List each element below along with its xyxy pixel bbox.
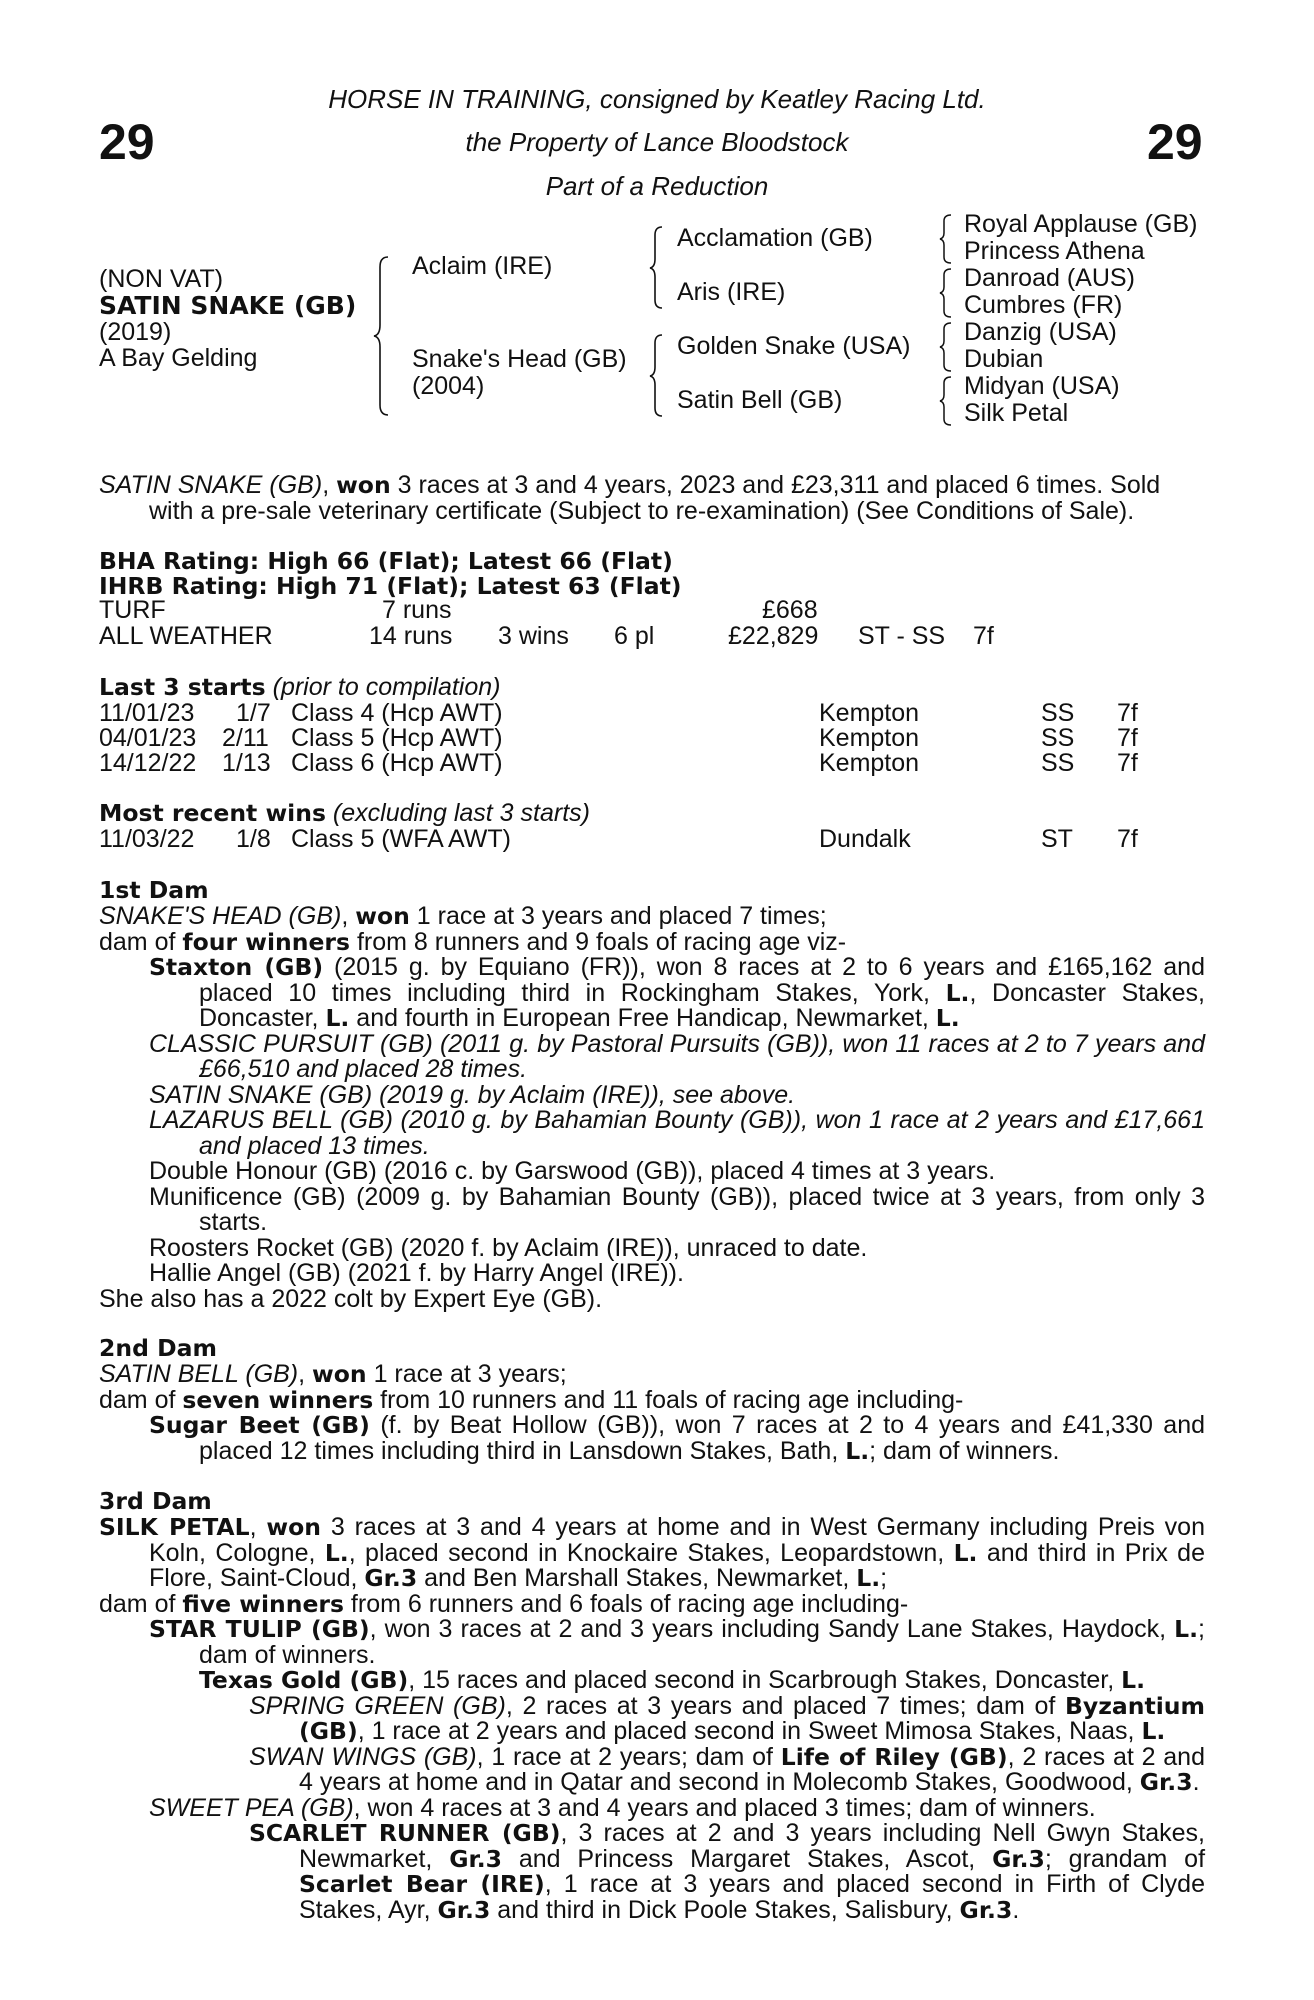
brace-g3 — [938, 321, 954, 373]
progeny-staxton: Staxton (GB) (2015 g. by Equiano (FR)), won 8 races at 2 to 6 years and £165,162 and placed 10 times including third in Rockingham Stakes, York, L., Doncaster Stakes, Doncaster, L. and fourth in European Free Handicap, Newmarket, L. — [149, 953, 1206, 1032]
progeny-spring-green: SPRING GREEN (GB), 2 races at 3 years and placed 7 times; dam of Byzantium (GB), 1 race at 2 years and placed second in Sweet Mimosa Stakes, Naas, L. — [249, 1691, 1205, 1745]
horse-description: A Bay Gelding — [99, 344, 258, 372]
ancestor-6: Dubian — [964, 345, 1044, 373]
ihrb-rating: IHRB Rating: High 71 (Flat); Latest 63 (Flat) — [99, 572, 682, 600]
brace-dam — [648, 333, 666, 418]
brace-g2 — [938, 267, 954, 319]
second-dam-heading: 2nd Dam — [99, 1334, 217, 1362]
third-dam-heading: 3rd Dam — [99, 1487, 212, 1515]
progeny-swan-wings: SWAN WINGS (GB), 1 race at 2 years; dam of Life of Riley (GB), 2 races at 2 and 4 years at home and in Qatar and second in Molecomb Stakes, Goodwood, Gr.3. — [249, 1742, 1205, 1796]
progeny-texas-gold: Texas Gold (GB), 15 races and placed second in Scarbrough Stakes, Doncaster, L. — [199, 1666, 1146, 1694]
race-summary: SATIN SNAKE (GB), won 3 races at 3 and 4 years, 2023 and £23,311 and placed 6 times. Sold with a pre-sale veterinary certificate (Subject to re-examination) (See Conditions of Sale). — [99, 471, 1161, 525]
ancestor-2: Princess Athena — [964, 237, 1145, 265]
progeny-hallie-angel: Hallie Angel (GB) (2021 f. by Harry Angel (IRE)). — [149, 1259, 684, 1287]
brace-sire — [648, 225, 666, 310]
brace-g1 — [938, 213, 954, 265]
horse-name: SATIN SNAKE (GB) — [99, 291, 357, 320]
ancestor-7: Midyan (USA) — [964, 372, 1120, 400]
dam: Snake's Head (GB) — [412, 345, 627, 373]
sire-sire: Acclamation (GB) — [677, 224, 873, 252]
dam-sire: Golden Snake (USA) — [677, 332, 911, 360]
third-dam-section: SILK PETAL, won 3 races at 3 and 4 years at home and in West Germany including Preis von Koln, Cologne, L., placed second in Knockaire Stakes, Leopardstown, L. and third in Prix de Flore, Saint-Cloud, Gr.3 and Ben Marshall Stakes, Newmarket, L.; dam of five winners from 6 runners and 6 foals of racing age including- STAR TULIP (GB), won 3 races at 2 and 3 years including Sandy Lane Stakes, Haydock, L.; dam of winners. Texas Gold (GB), 15 races and placed second in Scarbrough Stakes, Doncaster, L. SPRING GREEN (GB), 2 races at 3 years and placed 7 times; dam of Byzantium (GB), 1 race at 2 years and placed second in Sweet Mimosa Stakes, Naas, L. SWAN WINGS (GB), 1 race at 2 years; dam of Life of Riley (GB), 2 races at 2 and 4 years at home and in Qatar and second in Molecomb Stakes, Goodwood, Gr.3. SWEET PEA (GB), won 4 races at 3 and 4 years and placed 3 times; dam of winners. SCARLET RUNNER (GB), 3 races at 2 and 3 years including Nell Gwyn Stakes, Newmarket, Gr.3 and Princess Margaret Stakes, Ascot, Gr.3; grandam of Scarlet Bear (IRE), 1 race at 3 years and placed second in Firth of Clyde Stakes, Ayr, Gr.3 and third in Dick Poole Stakes, Salisbury, Gr.3. — [99, 1513, 1206, 1924]
first-dam-section: SNAKE'S HEAD (GB), won 1 race at 3 years and placed 7 times; dam of four winners from 8 runners and 9 foals of racing age viz- Staxton (GB) (2015 g. by Equiano (FR)), won 8 races at 2 to 6 years and £165,162 and placed 10 times including third in Rockingham Stakes, York, L., Doncaster Stakes, Doncaster, L. and fourth in European Free Handicap, Newmarket, L. CLASSIC PURSUIT (GB) (2011 g. by Pastoral Pursuits (GB)), won 11 races at 2 to 7 years and £66,510 and placed 28 times. SATIN SNAKE (GB) (2019 g. by Aclaim (IRE)), see above. LAZARUS BELL (GB) (2010 g. by Bahamian Bounty (GB)), won 1 race at 2 years and £17,661 and placed 13 times. Double Honour (GB) (2016 c. by Garswood (GB)), placed 4 times at 3 years. Munificence (GB) (2009 g. by Bahamian Bounty (GB)), placed twice at 3 years, from only 3 starts. Roosters Rocket (GB) (2020 f. by Aclaim (IRE)), unraced to date. Hallie Angel (GB) (2021 f. by Harry Angel (IRE)). She also has a 2022 colt by Expert Eye (GB). — [99, 902, 1206, 1313]
progeny-roosters-rocket: Roosters Rocket (GB) (2020 f. by Aclaim (IRE)), unraced to date. — [149, 1233, 868, 1262]
progeny-satin-snake: SATIN SNAKE (GB) (2019 g. by Aclaim (IRE)), see above. — [149, 1080, 796, 1109]
foaling-year: (2019) — [99, 318, 172, 346]
brace-g4 — [938, 375, 954, 427]
dam-year: (2004) — [412, 372, 485, 400]
progeny-2022-colt: She also has a 2022 colt by Expert Eye (GB). — [99, 1284, 603, 1313]
ancestor-1: Royal Applause (GB) — [964, 210, 1198, 238]
second-dam-section: SATIN BELL (GB), won 1 race at 3 years; dam of seven winners from 10 runners and 11 foals of racing age including- Sugar Beet (GB) (f. by Beat Hollow (GB)), won 7 races at 2 to 4 years and £41,330 and placed 12 times including third in Lansdown Stakes, Bath, L.; dam of winners. — [99, 1360, 1206, 1465]
progeny-sweet-pea: SWEET PEA (GB), won 4 races at 3 and 4 years and placed 3 times; dam of winners. — [149, 1793, 1096, 1822]
ancestor-8: Silk Petal — [964, 399, 1069, 427]
vat-status: (NON VAT) — [99, 265, 224, 293]
recent-wins-heading: Most recent wins (excluding last 3 starts) — [99, 799, 590, 827]
first-dam-heading: 1st Dam — [99, 876, 209, 904]
lot-number-right: 29 — [1147, 114, 1203, 170]
consignor-line: HORSE IN TRAINING, consigned by Keatley Racing Ltd. — [328, 84, 986, 114]
last3-heading: Last 3 starts (prior to compilation) — [99, 673, 501, 701]
progeny-scarlet-runner: SCARLET RUNNER (GB), 3 races at 2 and 3 years including Nell Gwyn Stakes, Newmarket, Gr.3 and Princess Margaret Stakes, Ascot, Gr.3; grandam of Scarlet Bear (IRE), 1 race at 3 years and placed second in Firth of Clyde Stakes, Ayr, Gr.3 and third in Dick Poole Stakes, Salisbury, Gr.3. — [249, 1819, 1206, 1924]
progeny-lazarus-bell: LAZARUS BELL (GB) (2010 g. by Bahamian Bounty (GB)), won 1 race at 2 years and £17,661 and placed 13 times. — [149, 1106, 1205, 1160]
dam-dam: Satin Bell (GB) — [677, 386, 843, 414]
ancestor-4: Cumbres (FR) — [964, 291, 1123, 319]
ancestor-3: Danroad (AUS) — [964, 264, 1135, 292]
brace-main — [372, 255, 394, 417]
progeny-double-honour: Double Honour (GB) (2016 c. by Garswood (GB)), placed 4 times at 3 years. — [149, 1157, 996, 1185]
progeny-munificence: Munificence (GB) (2009 g. by Bahamian Bounty (GB)), placed twice at 3 years, from only 3 starts. — [149, 1182, 1205, 1236]
progeny-sugar-beet: Sugar Beet (GB) (f. by Beat Hollow (GB)), won 7 races at 2 to 4 years and £41,330 and placed 12 times including third in Lansdown Stakes, Bath, L.; dam of winners. — [149, 1411, 1206, 1465]
property-line: the Property of Lance Bloodstock — [465, 127, 849, 157]
sire-dam: Aris (IRE) — [677, 278, 786, 306]
summary-horse-name: SATIN SNAKE (GB) — [99, 471, 323, 499]
reduction-line: Part of a Reduction — [545, 171, 769, 201]
progeny-classic-pursuit: CLASSIC PURSUIT (GB) (2011 g. by Pastoral Pursuits (GB)), won 11 races at 2 to 7 years and £66,510 and placed 28 times. — [149, 1029, 1205, 1083]
lot-number-left: 29 — [99, 114, 155, 170]
bha-rating: BHA Rating: High 66 (Flat); Latest 66 (Flat) — [99, 547, 673, 575]
progeny-star-tulip: STAR TULIP (GB), won 3 races at 2 and 3 years including Sandy Lane Stakes, Haydock, L.; dam of winners. — [149, 1615, 1205, 1669]
sire: Aclaim (IRE) — [412, 252, 553, 280]
ancestor-5: Danzig (USA) — [964, 318, 1117, 346]
